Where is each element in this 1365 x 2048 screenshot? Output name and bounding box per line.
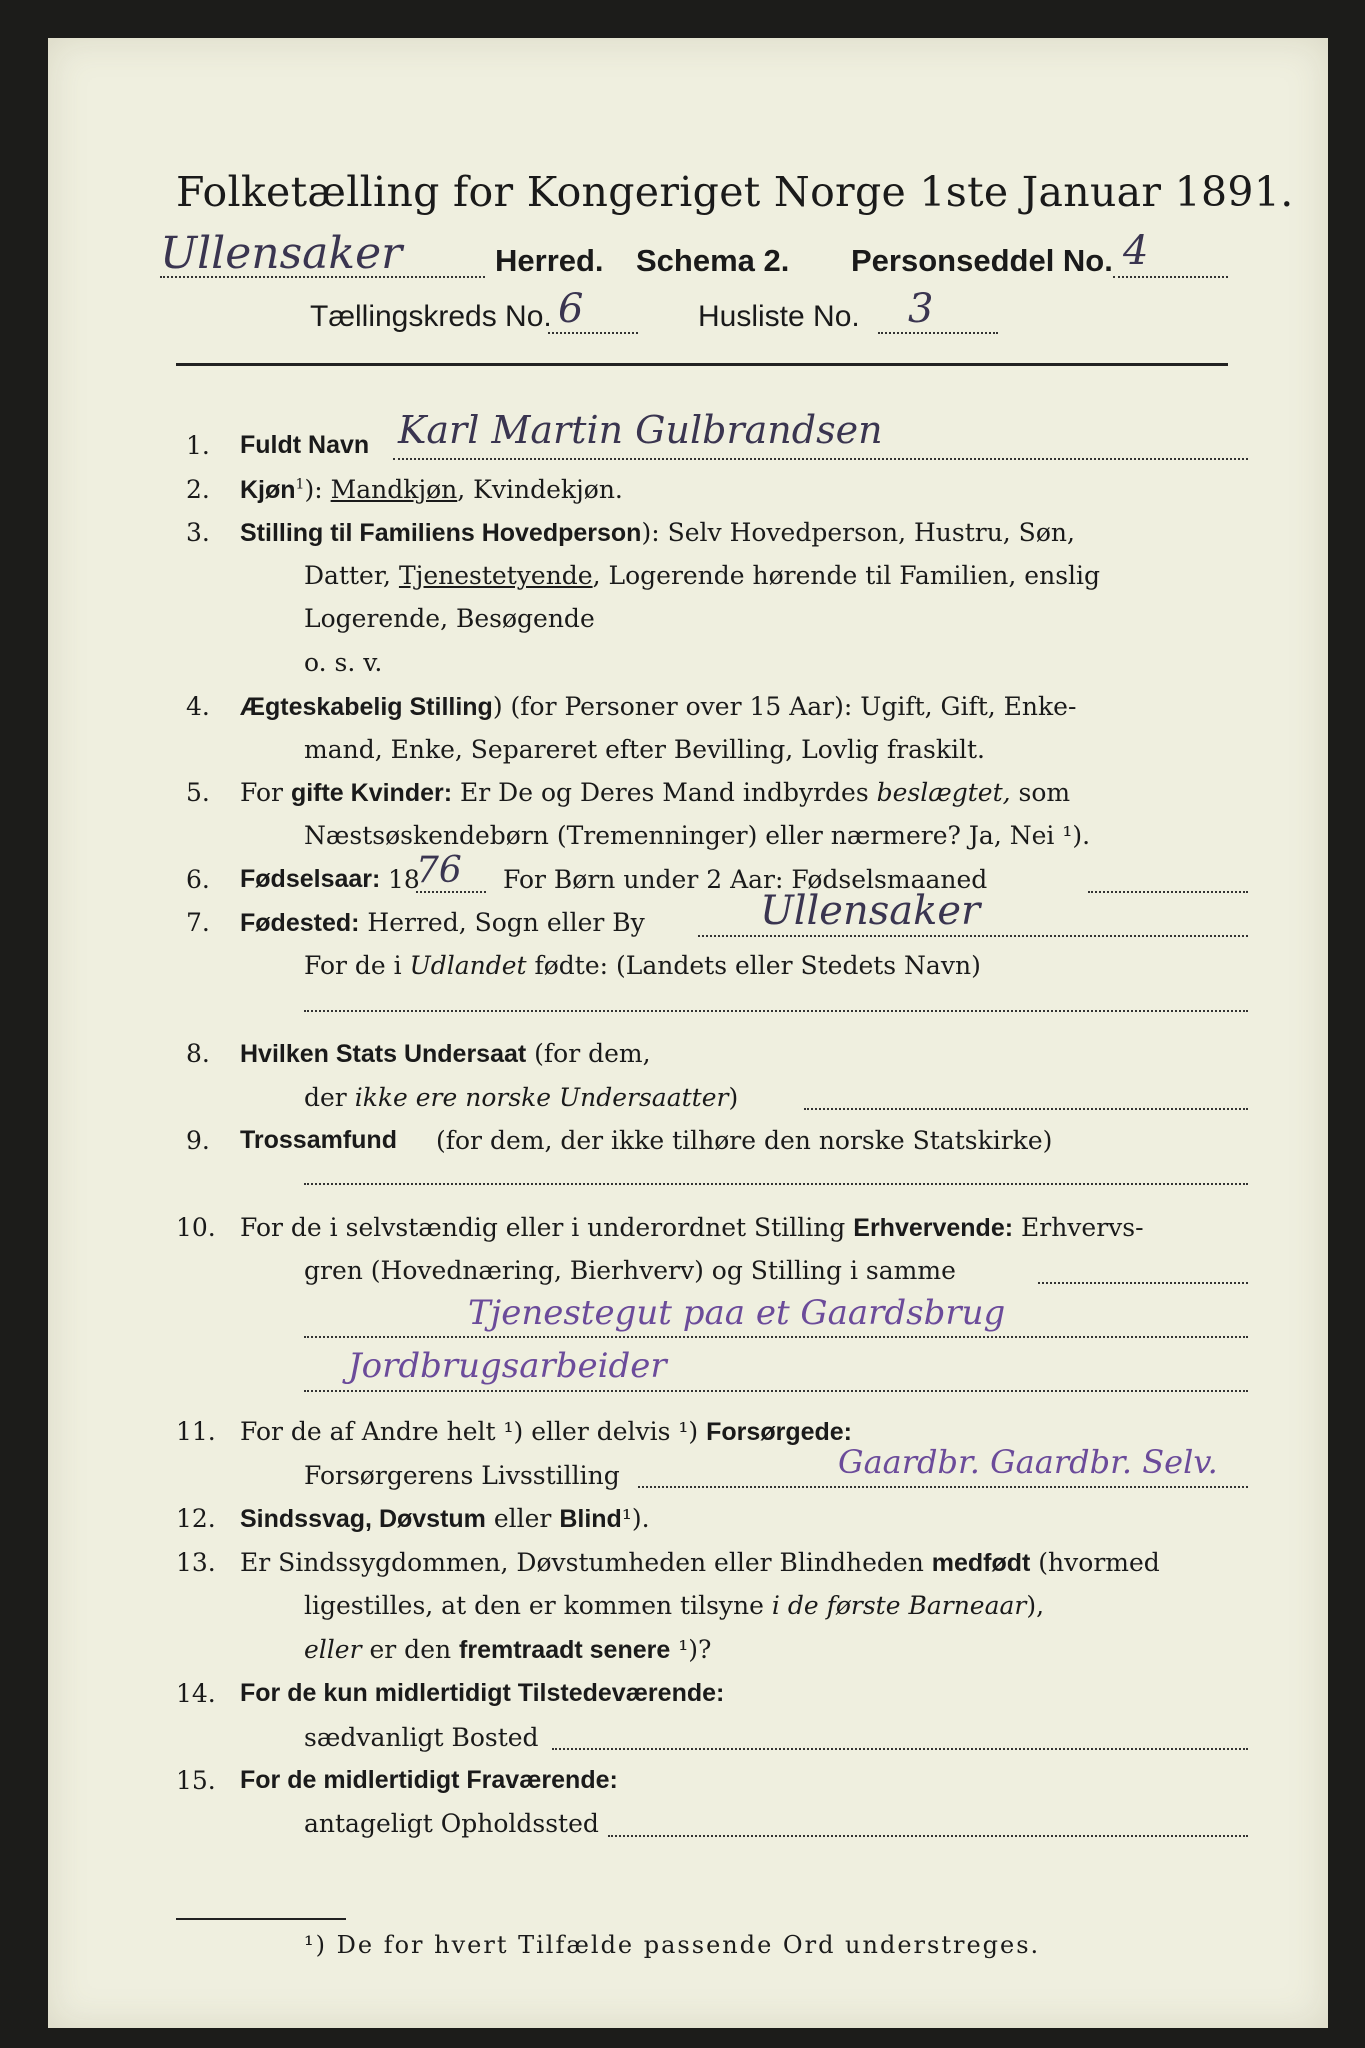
q7-number: 7. (186, 908, 210, 937)
footnote-rule (176, 1918, 346, 1920)
q15-number: 15. (176, 1766, 216, 1795)
q12-line (240, 1504, 650, 1534)
q4-label: Ægteskabelig Stilling (240, 693, 493, 721)
q13-line3-bold: fremtraadt senere (459, 1636, 671, 1664)
q11-line1 (240, 1417, 852, 1447)
q8-number: 8. (186, 1039, 210, 1068)
q4-line1 (240, 692, 1076, 722)
q10-dotted-line-1 (304, 1336, 1248, 1338)
personseddel-label: Personseddel No. (851, 243, 1113, 278)
q10-line2: gren (Hovednæring, Bierhverv) og Stilling i samme (304, 1256, 956, 1285)
footnote: ¹) De for hvert Tilfælde passende Ord understreges. (304, 1931, 1041, 1959)
q15-label: For de midlertidigt Fraværende: (240, 1766, 618, 1794)
q13-line2-italic: i de første Barneaar (771, 1591, 1027, 1620)
q13-line3-mid: er den (361, 1635, 460, 1664)
q8-line2-post: ) (728, 1083, 739, 1112)
q3-line2 (304, 561, 1100, 590)
q2-line (240, 475, 623, 505)
q2-label: Kjøn (240, 476, 296, 504)
q3-option-tjenestetyende: Tjenestetyende (398, 561, 593, 590)
q5-line2: Næstsøskendebørn (Tremenninger) eller nærmere? Ja, Nei ¹). (304, 821, 1091, 850)
q5-italic: beslægtet, (876, 778, 1011, 807)
q2-option-kvindekjon: , Kvindekjøn. (457, 475, 623, 504)
q3-number: 3. (186, 518, 210, 547)
q13-line3-post: ¹)? (670, 1635, 712, 1664)
q13-tail: (hvormed (1030, 1548, 1160, 1577)
q6-number: 6. (186, 865, 210, 894)
q13-line2 (304, 1591, 1044, 1620)
q11-label: Forsørgede: (706, 1418, 852, 1446)
q9-number: 9. (186, 1126, 210, 1155)
q1-number: 1. (186, 431, 210, 460)
q11-value: Gaardbr. Gaardbr. Selv. (838, 1443, 1218, 1481)
q2-number: 2. (186, 475, 210, 504)
q11-dotted-line (638, 1486, 1248, 1488)
q10-dotted-line-2 (304, 1390, 1248, 1392)
q6-month-dotted-line (1088, 891, 1248, 893)
q7-line2-italic: Udlandet (409, 951, 527, 980)
q15-line2: antageligt Opholdssted (304, 1809, 599, 1838)
tellingskreds-dotted-line (548, 332, 638, 334)
herred-label: Herred. (495, 243, 604, 278)
q8-line2-italic: ikke ere norske Undersaatter (354, 1083, 729, 1112)
q7-rest: Herred, Sogn eller By (359, 908, 645, 937)
q1-value: Karl Martin Gulbrandsen (398, 408, 883, 452)
herred-dotted-line (160, 276, 485, 278)
q3-line3: Logerende, Besøgende (304, 604, 595, 633)
q10-line1 (240, 1213, 1144, 1243)
q10-tail: Erhvervs- (1013, 1213, 1144, 1242)
q2-colon: ): (304, 475, 323, 504)
q11-number: 11. (176, 1417, 216, 1446)
q14-line2: sædvanligt Bosted (304, 1723, 539, 1752)
q7-line1 (240, 908, 645, 938)
q7-value: Ullensaker (760, 888, 981, 934)
q3-label: Stilling til Familiens Hovedperson (240, 519, 642, 547)
q3-line4: o. s. v. (304, 648, 383, 677)
q8-line2 (304, 1083, 738, 1112)
q5-pre: For (240, 778, 291, 807)
q3-line2-pre: Datter, (304, 561, 399, 590)
q8-label: Hvilken Stats Undersaat (240, 1040, 527, 1068)
q10-number: 10. (176, 1213, 216, 1242)
q14-dotted-line (552, 1748, 1248, 1750)
husliste-value: 3 (908, 286, 934, 332)
q4-rest: ) (for Personer over 15 Aar): Ugift, Gift, Enke- (492, 692, 1077, 721)
q5-tail: som (1010, 778, 1071, 807)
q13-pre: Er Sindssygdommen, Døvstumheden eller Blindheden (240, 1548, 932, 1577)
personseddel-dotted-line (1113, 276, 1228, 278)
q13-line2-pre: ligestilles, at den er kommen tilsyne (304, 1591, 772, 1620)
q6-value: 76 (416, 850, 462, 891)
q10-value-line1: Tjenestegut paa et Gaardsbrug (468, 1293, 1006, 1333)
q6-rest: For Børn under 2 Aar: Fødselsmaaned (503, 865, 988, 894)
tellingskreds-label: Tællingskreds No. (310, 300, 552, 333)
q4-line2: mand, Enke, Separeret efter Bevilling, Lovlig fraskilt. (304, 735, 985, 764)
q12-label2: Blind (559, 1505, 622, 1533)
q13-number: 13. (176, 1548, 216, 1577)
q6-label: Fødselsaar: (240, 865, 381, 893)
q8-dotted-line (804, 1108, 1248, 1110)
q8-rest: (for dem, (526, 1039, 651, 1068)
q5-label: gifte Kvinder: (290, 779, 453, 807)
q7-label: Fødested: (240, 909, 360, 937)
q8-line2-pre: der (304, 1083, 355, 1112)
q3-line1 (240, 518, 1075, 548)
husliste-dotted-line (878, 332, 998, 334)
q12-rest: ¹). (621, 1504, 650, 1533)
q11-pre: For de af Andre helt ¹) eller delvis ¹) (240, 1417, 707, 1446)
q7-line2 (304, 951, 981, 980)
q7-dotted-line (698, 935, 1248, 937)
q7-line2-post: fødte: (Landets eller Stedets Navn) (526, 951, 981, 980)
q13-label: medfødt (931, 1549, 1031, 1577)
q9-label: Trossamfund (240, 1126, 397, 1154)
census-form-page (48, 38, 1328, 2028)
herred-value: Ullensaker (160, 228, 403, 279)
q6-dotted-line (416, 891, 486, 893)
q7-abroad-dotted-line (304, 1010, 1248, 1012)
q13-line2-post: ), (1026, 1591, 1045, 1620)
q10-line2-dotted (1038, 1282, 1248, 1284)
husliste-label: Husliste No. (698, 300, 860, 333)
q5-line1 (240, 778, 1070, 808)
q15-dotted-line (608, 1835, 1248, 1837)
q12-number: 12. (176, 1504, 216, 1533)
q10-label: Erhvervende: (853, 1214, 1014, 1242)
q13-line3 (304, 1635, 711, 1665)
q13-line3-italic: eller (304, 1635, 362, 1664)
q3-line2-post: , Logerende hørende til Familien, enslig (592, 561, 1101, 590)
q14-label: For de kun midlertidigt Tilstedeværende: (240, 1679, 725, 1707)
q6-prefix: 18 (388, 865, 420, 894)
header-rule (176, 363, 1228, 366)
q12-label: Sindssvag, Døvstum (240, 1505, 486, 1533)
q12-mid: eller (485, 1504, 560, 1533)
q4-number: 4. (186, 692, 210, 721)
q5-rest: Er De og Deres Mand indbyrdes (452, 778, 877, 807)
schema-label: Schema 2. (636, 243, 790, 278)
q5-number: 5. (186, 778, 210, 807)
q9-dotted-line (304, 1183, 1248, 1185)
q2-sup: 1 (295, 476, 305, 493)
q9-rest: (for dem, der ikke tilhøre den norske Statskirke) (436, 1126, 1053, 1155)
q1-label: Fuldt Navn (240, 431, 370, 459)
q11-line2: Forsørgerens Livsstilling (304, 1461, 620, 1490)
tellingskreds-value: 6 (558, 286, 584, 332)
q1-dotted-line (393, 458, 1248, 460)
q2-option-mandkjon: Mandkjøn (330, 475, 458, 504)
q8-line1 (240, 1039, 651, 1069)
q14-number: 14. (176, 1679, 216, 1708)
q13-line1 (240, 1548, 1160, 1578)
form-title: Folketælling for Kongeriget Norge 1ste Januar 1891. (176, 168, 1294, 216)
q3-rest: ): Selv Hovedperson, Hustru, Søn, (641, 518, 1075, 547)
q7-line2-pre: For de i (304, 951, 410, 980)
q10-pre: For de i selvstændig eller i underordnet Stilling (240, 1213, 854, 1242)
q10-value-line2: Jordbrugsarbeider (348, 1346, 667, 1386)
personseddel-value: 4 (1123, 228, 1149, 274)
